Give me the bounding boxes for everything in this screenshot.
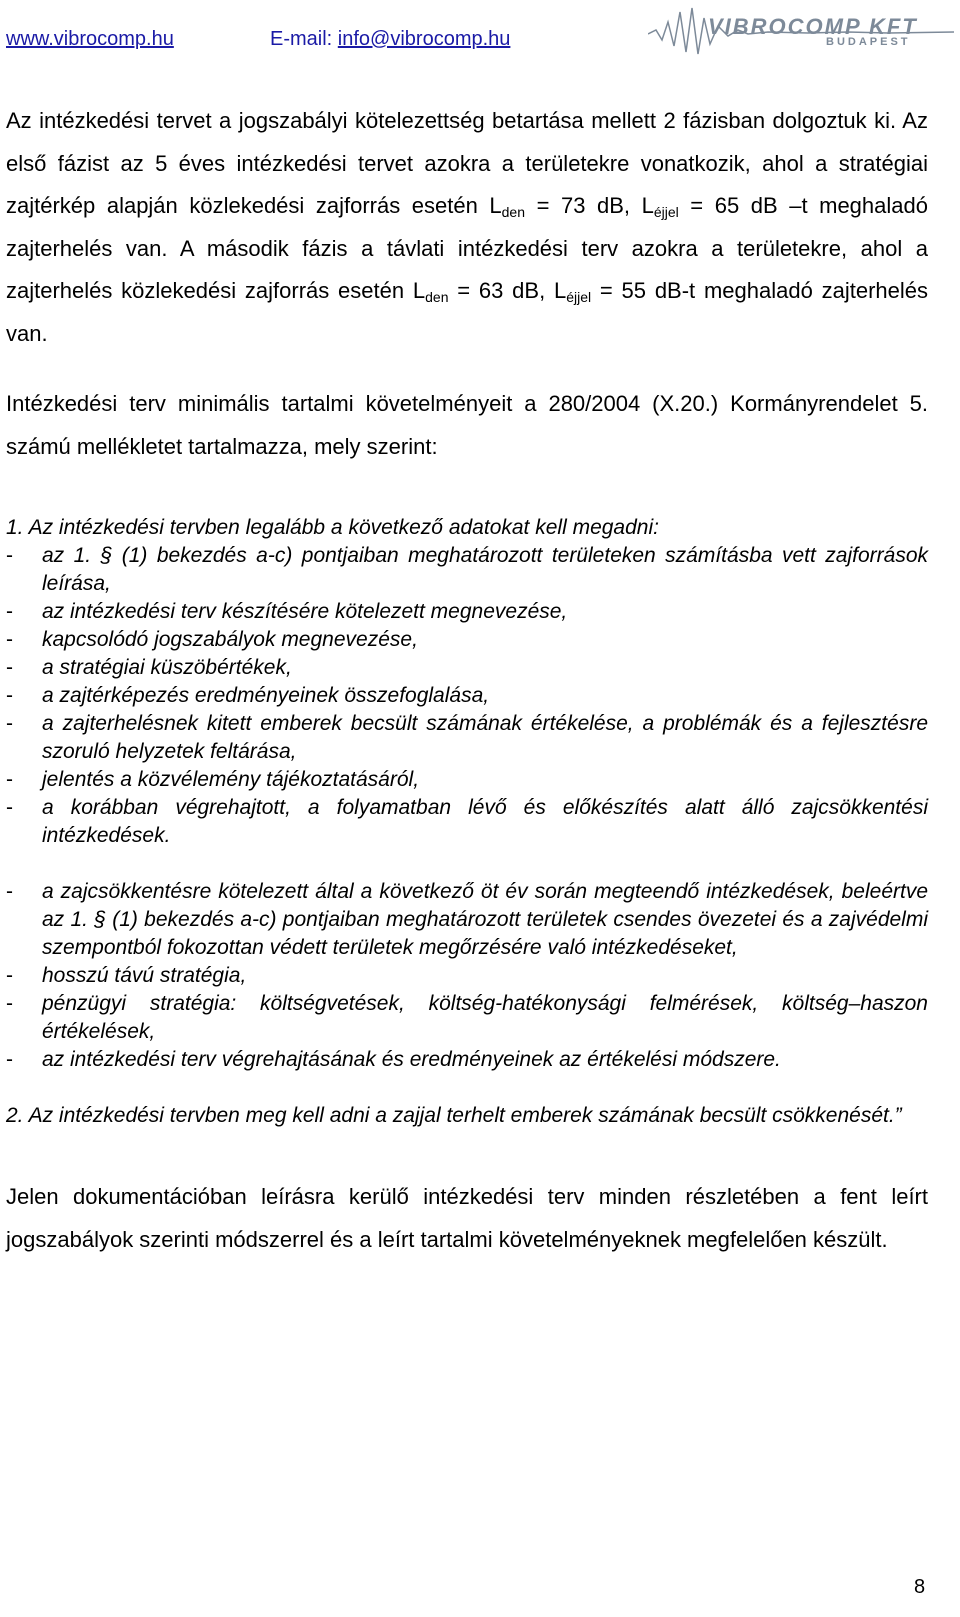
- page-header: [0, 0, 960, 64]
- company-logo: [648, 0, 954, 60]
- list-item: - a zajtérképezés eredményeinek összefoglalása,: [6, 684, 490, 707]
- quote-heading-2: 2. Az intézkedési tervben meg kell adni a zajjal terhelt emberek számának becsült csökkenését.”: [6, 1104, 902, 1127]
- logo-wordmark: VIBROCOMP KFT: [708, 14, 918, 39]
- paragraph-conclusion: Jelen dokumentációban leírásra kerülő intézkedési terv minden részletében a fent leírt jogszabályok szerinti módszerrel és a leírt tartalmi követelményeknek megfelelően készült.: [6, 1184, 928, 1252]
- list-item: - az intézkedési terv készítésére kötelezett megnevezése,: [6, 600, 568, 623]
- list-item: - a zajcsökkentésre kötelezett által a következő öt év során megteendő intézkedések, beleértve az 1. § (1) bekezdés a-c) pontjaiban meghatározott területek csendes övezetei és a zajvédelmi szempontból fokozottan védett területek megőrzésére való intézkedéseket,: [6, 880, 928, 959]
- list-item: - az 1. § (1) bekezdés a-c) pontjaiban meghatározott területeken számításba vett zajforrások leírása,: [6, 544, 928, 595]
- page-number: 8: [914, 1576, 926, 1598]
- document-body: [6, 100, 928, 1261]
- logo-subtext: BUDAPEST: [826, 36, 911, 48]
- quote-list-1: [6, 542, 928, 850]
- list-item: - az intézkedési terv végrehajtásának és eredményeinek az értékelési módszere.: [6, 1048, 781, 1071]
- email-contact: [270, 28, 510, 51]
- paragraph-requirements: Intézkedési terv minimális tartalmi követelményeit a 280/2004 (X.20.) Kormányrendelet 5. számú mellékletet tartalmazza, mely szerint:: [6, 391, 928, 459]
- email-label: E-mail:: [270, 28, 333, 50]
- list-item: - hosszú távú stratégia,: [6, 964, 247, 987]
- list-item: - a zajterhelésnek kitett emberek becsült számának értékelése, a problémák és a fejlesztésre szoruló helyzetek feltárása,: [6, 712, 928, 763]
- list-item: - kapcsolódó jogszabályok megnevezése,: [6, 628, 418, 651]
- list-item: - a stratégiai küszöbértékek,: [6, 656, 292, 679]
- list-item: - jelentés a közvélemény tájékoztatásáról,: [6, 768, 420, 791]
- quote-list-2: [6, 878, 928, 1074]
- quote-heading-1: 1. Az intézkedési tervben legalább a következő adatokat kell megadni:: [6, 516, 659, 539]
- paragraph-phases: Az intézkedési tervet a jogszabályi kötelezettség betartása mellett 2 fázisban dolgoztuk ki. Az első fázist az 5 éves intézkedési tervet azokra a területekre vonatkozik, ahol a stratégiai zajtérkép alapján közlekedési zajforrás esetén $L_{den} = 73$ dB, $L_{éjjel} = 65$ dB –t meghaladó zajterhelés van. A második fázis a távlati intézkedési terv azokra a területekre, ahol a zajterhelés közlekedési zajforrás esetén $L_{den} = 63$ dB, $L_{éjjel} = 55$ dB-t meghaladó zajterhelés van.: [6, 108, 928, 346]
- email-link[interactable]: info@vibrocomp.hu: [337, 28, 511, 50]
- quoted-regulation: [6, 514, 928, 1130]
- list-item: - pénzügyi stratégia: költségvetések, költség-hatékonysági felmérések, költség–haszon értékelések,: [6, 992, 928, 1043]
- website-link[interactable]: www.vibrocomp.hu: [6, 28, 174, 50]
- list-item: - a korábban végrehajtott, a folyamatban lévő és előkészítés alatt álló zajcsökkentési intézkedések.: [6, 796, 928, 847]
